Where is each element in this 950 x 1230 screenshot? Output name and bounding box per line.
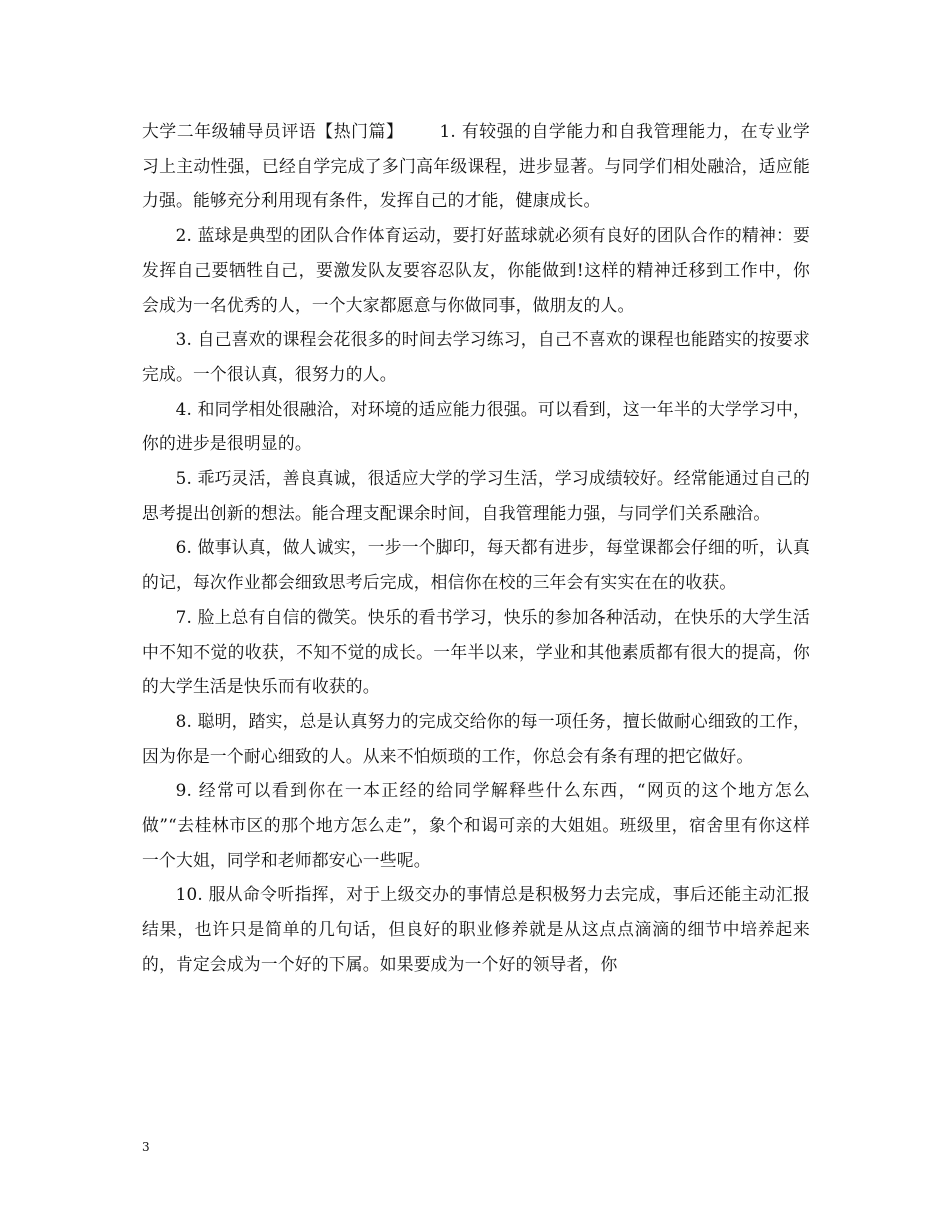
document-body: [142, 114, 810, 982]
paragraph-10: 10. 服从命令听指挥，对于上级交办的事情总是积极努力去完成，事后还能主动汇报结果，也许只是简单的几句话，但良好的职业修养就是从这点点滴滴的细节中培养起来的，肯定会成为一个好的下属。如果要成为一个好的领导者，你: [142, 884, 810, 974]
paragraph-4: 4. 和同学相处很融洽，对环境的适应能力很强。可以看到，这一年半的大学学习中，你的进步是很明显的。: [142, 398, 810, 454]
paragraph-text: 1. 有较强的自学能力和自我管理能力，在专业学习上主动性强，已经自学完成了多门高年级课程，进步显著。与同学们相处融洽，适应能力强。能够充分利用现有条件，发挥自己的才能，健康成长。: [142, 121, 810, 211]
paragraph-9: 9. 经常可以看到你在一本正经的给同学解释些什么东西，“网页的这个地方怎么做”“去桂林市区的那个地方怎么走”，象个和谒可亲的大姐姐。班级里，宿舍里有你这样一个大姐，同学和老师都安心一些呢。: [142, 780, 810, 870]
paragraph-5: 5. 乖巧灵活，善良真诚，很适应大学的学习生活，学习成绩较好。经常能通过自己的思考提出创新的想法。能合理支配课余时间，自我管理能力强，与同学们关系融洽。: [142, 468, 810, 523]
paragraph-3: 3. 自己喜欢的课程会花很多的时间去学习练习，自己不喜欢的课程也能踏实的按要求完成。一个很认真，很努力的人。: [142, 329, 810, 384]
paragraph-1: [142, 114, 810, 218]
page-number: 3: [142, 1140, 150, 1154]
paragraph-2: 2. 蓝球是典型的团队合作体育运动，要打好蓝球就必须有良好的团队合作的精神：要发挥自己要牺牲自己，要激发队友要容忍队友，你能做到!这样的精神迁移到工作中，你会成为一名优秀的人，一个大家都愿意与你做同事，做朋友的人。: [142, 225, 810, 315]
paragraph-6: 6. 做事认真，做人诚实，一步一个脚印，每天都有进步，每堂课都会仔细的听，认真的记，每次作业都会细致思考后完成，相信你在校的三年会有实实在在的收获。: [142, 537, 810, 593]
paragraph-8: 8. 聪明，踏实，总是认真努力的完成交给你的每一项任务，擅长做耐心细致的工作，因为你是一个耐心细致的人。从来不怕烦琐的工作，你总会有条有理的把它做好。: [142, 710, 810, 766]
paragraph-7: 7. 脸上总有自信的微笑。快乐的看书学习，快乐的参加各种活动，在快乐的大学生活中不知不觉的收获，不知不觉的成长。一年半以来，学业和其他素质都有很大的提高，你的大学生活是快乐而有收获的。: [142, 606, 810, 697]
document-title: 大学二年级辅导员评语【热门篇】: [142, 121, 404, 141]
